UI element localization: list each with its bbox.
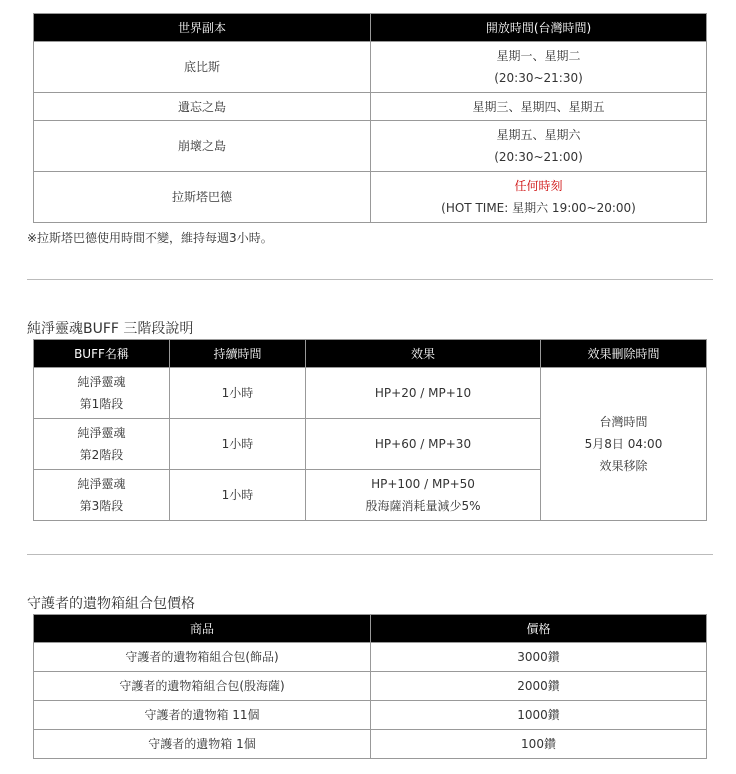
column-header: 商品 <box>34 615 371 643</box>
removal-line: 效果移除 <box>599 459 648 473</box>
buff-stage: 第1階段 <box>79 397 124 411</box>
product-price: 3000鑽 <box>371 643 707 672</box>
column-header: 效果刪除時間 <box>541 340 707 368</box>
dungeon-name: 底比斯 <box>34 42 371 93</box>
open-days: 任何時刻 <box>514 179 563 193</box>
buff-removal-time <box>541 368 707 521</box>
divider <box>27 279 713 280</box>
table-row <box>34 121 707 172</box>
table-row <box>34 42 707 93</box>
column-header: BUFF名稱 <box>34 340 170 368</box>
buff-name <box>34 368 170 419</box>
footnote: ※拉斯塔巴德使用時間不變，維持每週3小時。 <box>27 231 273 245</box>
open-days: 星期一、星期二 <box>496 49 581 63</box>
table-row <box>34 672 707 701</box>
removal-line: 5月8日 04:00 <box>584 437 663 451</box>
table-header-row <box>34 14 707 42</box>
product-price: 1000鑽 <box>371 701 707 730</box>
open-days: 星期五、星期六 <box>496 128 581 142</box>
open-hours: (20:30~21:30) <box>494 71 583 85</box>
open-time <box>371 93 707 121</box>
buff-name-line: 純淨靈魂 <box>77 375 126 389</box>
dungeon-name: 拉斯塔巴德 <box>34 172 371 223</box>
buff-duration: 1小時 <box>170 470 306 521</box>
open-time <box>371 172 707 223</box>
price-table <box>33 614 707 759</box>
table-row <box>34 368 707 419</box>
table-row <box>34 701 707 730</box>
dungeon-name: 遺忘之島 <box>34 93 371 121</box>
open-time <box>371 121 707 172</box>
column-header: 開放時間(台灣時間) <box>371 14 707 42</box>
section-title: 守護者的遺物箱組合包價格 <box>27 596 195 612</box>
effect-line: 殷海薩消耗量減少5% <box>365 499 481 513</box>
table-header-row <box>34 615 707 643</box>
buff-stage: 第2階段 <box>79 448 124 462</box>
open-hours: (20:30~21:00) <box>494 150 583 164</box>
product-name: 守護者的遺物箱 11個 <box>34 701 371 730</box>
buff-effect: HP+20 / MP+10 <box>306 368 541 419</box>
product-name: 守護者的遺物箱組合包(飾品) <box>34 643 371 672</box>
open-days: 星期三、星期四、星期五 <box>472 99 605 114</box>
column-header: 效果 <box>306 340 541 368</box>
product-name: 守護者的遺物箱 1個 <box>34 730 371 759</box>
effect-line: HP+100 / MP+50 <box>371 477 475 491</box>
table-header-row <box>34 340 707 368</box>
table-row <box>34 93 707 121</box>
product-price: 100鑽 <box>371 730 707 759</box>
buff-duration: 1小時 <box>170 368 306 419</box>
buff-name <box>34 419 170 470</box>
buff-stage: 第3階段 <box>79 499 124 513</box>
buff-effect: HP+60 / MP+30 <box>306 419 541 470</box>
buff-duration: 1小時 <box>170 419 306 470</box>
table-row <box>34 730 707 759</box>
product-name: 守護者的遺物箱組合包(殷海薩) <box>34 672 371 701</box>
dungeon-name: 崩壞之島 <box>34 121 371 172</box>
world-dungeon-table <box>33 13 707 223</box>
column-header: 持續時間 <box>170 340 306 368</box>
table-row <box>34 643 707 672</box>
buff-table <box>33 339 707 521</box>
buff-name-line: 純淨靈魂 <box>77 477 126 491</box>
removal-line: 台灣時間 <box>599 415 648 429</box>
buff-name <box>34 470 170 521</box>
table-row <box>34 172 707 223</box>
divider <box>27 554 713 555</box>
product-price: 2000鑽 <box>371 672 707 701</box>
buff-effect <box>306 470 541 521</box>
column-header: 價格 <box>371 615 707 643</box>
hot-time: (HOT TIME: 星期六 19:00~20:00) <box>441 201 636 215</box>
buff-name-line: 純淨靈魂 <box>77 426 126 440</box>
open-time <box>371 42 707 93</box>
section-title: 純淨靈魂BUFF 三階段說明 <box>27 321 194 337</box>
column-header: 世界副本 <box>34 14 371 42</box>
